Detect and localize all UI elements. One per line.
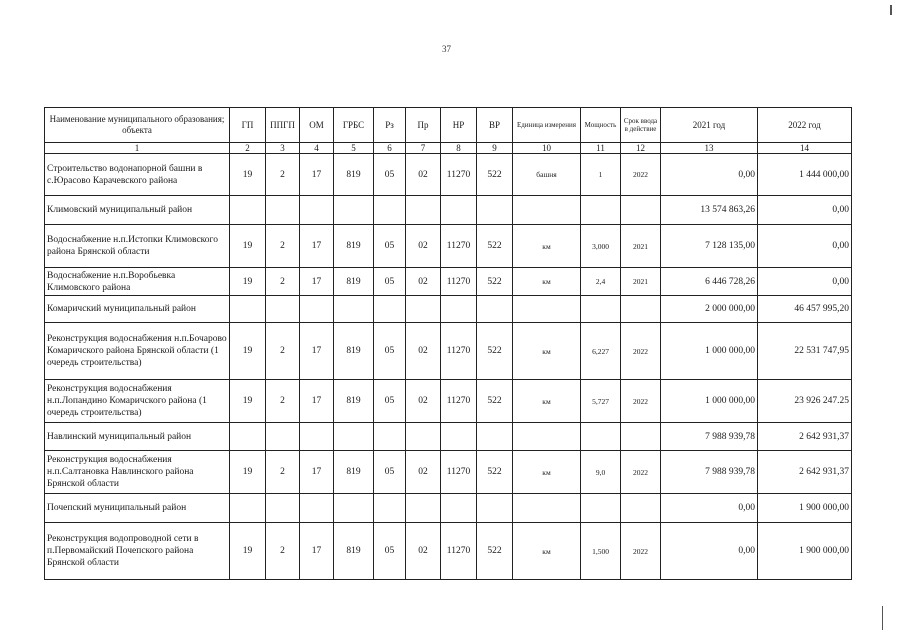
power-cell: 1	[581, 154, 621, 196]
empty-cell	[334, 423, 374, 451]
col-header-pr: Пр	[406, 108, 441, 143]
empty-cell	[230, 196, 266, 225]
om-cell: 17	[300, 154, 334, 196]
grbs-cell: 819	[334, 225, 374, 268]
om-cell: 17	[300, 451, 334, 494]
col-header-unit: Единица измерения	[513, 108, 581, 143]
column-number: 3	[266, 143, 300, 154]
power-cell: 9,0	[581, 451, 621, 494]
vr-cell: 522	[477, 451, 513, 494]
object-name: Водоснабжение н.п.Воробьевка Климовского района	[45, 268, 230, 296]
gp-cell: 19	[230, 323, 266, 380]
np-cell: 11270	[441, 268, 477, 296]
column-number: 8	[441, 143, 477, 154]
object-name: Реконструкция водоснабжения н.п.Лопандино Комаричского района (1 очередь строительства)	[45, 380, 230, 423]
empty-cell	[230, 423, 266, 451]
gp-cell: 19	[230, 225, 266, 268]
gp-cell: 19	[230, 268, 266, 296]
empty-cell	[300, 296, 334, 323]
empty-cell	[374, 423, 406, 451]
column-number: 6	[374, 143, 406, 154]
col-header-np: НР	[441, 108, 477, 143]
col-header-ppgp: ППГП	[266, 108, 300, 143]
col-header-power: Мощность	[581, 108, 621, 143]
table-row	[45, 523, 852, 580]
amount-2022: 1 900 000,00	[758, 494, 852, 523]
power-cell: 1,500	[581, 523, 621, 580]
col-header-om: ОМ	[300, 108, 334, 143]
empty-cell	[441, 494, 477, 523]
power-cell: 6,227	[581, 323, 621, 380]
district-row	[45, 494, 852, 523]
col-header-2021: 2021 год	[661, 108, 758, 143]
amount-2021: 1 000 000,00	[661, 380, 758, 423]
ppgp-cell: 2	[266, 380, 300, 423]
term-cell: 2022	[621, 323, 661, 380]
empty-cell	[334, 494, 374, 523]
empty-cell	[406, 296, 441, 323]
unit-cell: башня	[513, 154, 581, 196]
col-header-2022: 2022 год	[758, 108, 852, 143]
term-cell: 2022	[621, 380, 661, 423]
column-number: 9	[477, 143, 513, 154]
header-row	[45, 108, 852, 143]
empty-cell	[374, 296, 406, 323]
empty-cell	[513, 296, 581, 323]
district-name: Комаричский муниципальный район	[45, 296, 230, 323]
amount-2022: 2 642 931,37	[758, 451, 852, 494]
power-cell: 5,727	[581, 380, 621, 423]
grbs-cell: 819	[334, 268, 374, 296]
object-name: Водоснабжение н.п.Истопки Климовского района Брянской области	[45, 225, 230, 268]
empty-cell	[230, 494, 266, 523]
ppgp-cell: 2	[266, 154, 300, 196]
scan-artifact-bottom-right	[882, 606, 883, 630]
empty-cell	[477, 296, 513, 323]
column-number: 1	[45, 143, 230, 154]
empty-cell	[581, 494, 621, 523]
empty-cell	[477, 494, 513, 523]
amount-2021: 0,00	[661, 523, 758, 580]
vr-cell: 522	[477, 154, 513, 196]
term-cell: 2022	[621, 451, 661, 494]
unit-cell: км	[513, 268, 581, 296]
empty-cell	[300, 423, 334, 451]
scan-artifact-top-right	[890, 5, 892, 15]
table-row	[45, 451, 852, 494]
amount-2022: 0,00	[758, 225, 852, 268]
np-cell: 11270	[441, 154, 477, 196]
power-cell: 2,4	[581, 268, 621, 296]
np-cell: 11270	[441, 225, 477, 268]
amount-2022: 0,00	[758, 196, 852, 225]
grbs-cell: 819	[334, 154, 374, 196]
empty-cell	[406, 196, 441, 225]
empty-cell	[441, 296, 477, 323]
amount-2022: 1 444 000,00	[758, 154, 852, 196]
object-name: Реконструкция водоснабжения н.п.Бочарово Комаричского района Брянской области (1 очередь строительства)	[45, 323, 230, 380]
empty-cell	[266, 296, 300, 323]
vr-cell: 522	[477, 523, 513, 580]
district-name: Почепский муниципальный район	[45, 494, 230, 523]
amount-2021: 2 000 000,00	[661, 296, 758, 323]
om-cell: 17	[300, 268, 334, 296]
pr-cell: 02	[406, 523, 441, 580]
empty-cell	[581, 196, 621, 225]
ppgp-cell: 2	[266, 451, 300, 494]
col-header-rz: Рз	[374, 108, 406, 143]
object-name: Реконструкция водопроводной сети в п.Первомайский Почепского района Брянской области	[45, 523, 230, 580]
gp-cell: 19	[230, 380, 266, 423]
amount-2022: 46 457 995,20	[758, 296, 852, 323]
pr-cell: 02	[406, 451, 441, 494]
pr-cell: 02	[406, 154, 441, 196]
amount-2021: 7 988 939,78	[661, 423, 758, 451]
table-row	[45, 225, 852, 268]
pr-cell: 02	[406, 380, 441, 423]
empty-cell	[334, 296, 374, 323]
vr-cell: 522	[477, 225, 513, 268]
unit-cell: км	[513, 225, 581, 268]
amount-2021: 0,00	[661, 494, 758, 523]
empty-cell	[621, 423, 661, 451]
district-name: Климовский муниципальный район	[45, 196, 230, 225]
term-cell: 2021	[621, 268, 661, 296]
rz-cell: 05	[374, 380, 406, 423]
empty-cell	[230, 296, 266, 323]
amount-2021: 0,00	[661, 154, 758, 196]
table-row	[45, 380, 852, 423]
term-cell: 2021	[621, 225, 661, 268]
unit-cell: км	[513, 323, 581, 380]
empty-cell	[300, 494, 334, 523]
amount-2022: 0,00	[758, 268, 852, 296]
om-cell: 17	[300, 380, 334, 423]
empty-cell	[621, 296, 661, 323]
amount-2022: 1 900 000,00	[758, 523, 852, 580]
amount-2022: 22 531 747,95	[758, 323, 852, 380]
amount-2021: 7 988 939,78	[661, 451, 758, 494]
column-number: 5	[334, 143, 374, 154]
budget-table	[44, 107, 852, 580]
np-cell: 11270	[441, 323, 477, 380]
gp-cell: 19	[230, 523, 266, 580]
rz-cell: 05	[374, 154, 406, 196]
empty-cell	[513, 494, 581, 523]
grbs-cell: 819	[334, 523, 374, 580]
empty-cell	[334, 196, 374, 225]
col-header-vr: ВР	[477, 108, 513, 143]
ppgp-cell: 2	[266, 323, 300, 380]
empty-cell	[477, 196, 513, 225]
column-number: 12	[621, 143, 661, 154]
grbs-cell: 819	[334, 380, 374, 423]
amount-2021: 7 128 135,00	[661, 225, 758, 268]
table-row	[45, 268, 852, 296]
empty-cell	[621, 196, 661, 225]
empty-cell	[513, 423, 581, 451]
ppgp-cell: 2	[266, 268, 300, 296]
column-number: 2	[230, 143, 266, 154]
object-name: Строительство водонапорной башни в с.Юрасово Карачевского района	[45, 154, 230, 196]
empty-cell	[581, 423, 621, 451]
column-number: 11	[581, 143, 621, 154]
vr-cell: 522	[477, 380, 513, 423]
rz-cell: 05	[374, 451, 406, 494]
empty-cell	[266, 494, 300, 523]
power-cell: 3,000	[581, 225, 621, 268]
column-number: 7	[406, 143, 441, 154]
empty-cell	[300, 196, 334, 225]
pr-cell: 02	[406, 268, 441, 296]
amount-2021: 13 574 863,26	[661, 196, 758, 225]
vr-cell: 522	[477, 323, 513, 380]
empty-cell	[266, 423, 300, 451]
pr-cell: 02	[406, 225, 441, 268]
gp-cell: 19	[230, 451, 266, 494]
rz-cell: 05	[374, 268, 406, 296]
empty-cell	[374, 196, 406, 225]
gp-cell: 19	[230, 154, 266, 196]
unit-cell: км	[513, 451, 581, 494]
column-number: 4	[300, 143, 334, 154]
empty-cell	[441, 423, 477, 451]
empty-cell	[406, 494, 441, 523]
amount-2021: 1 000 000,00	[661, 323, 758, 380]
district-row	[45, 423, 852, 451]
np-cell: 11270	[441, 451, 477, 494]
table-row	[45, 154, 852, 196]
grbs-cell: 819	[334, 451, 374, 494]
district-row	[45, 196, 852, 225]
empty-cell	[441, 196, 477, 225]
amount-2021: 6 446 728,26	[661, 268, 758, 296]
empty-cell	[374, 494, 406, 523]
om-cell: 17	[300, 323, 334, 380]
table-row	[45, 323, 852, 380]
empty-cell	[266, 196, 300, 225]
unit-cell: км	[513, 380, 581, 423]
empty-cell	[621, 494, 661, 523]
term-cell: 2022	[621, 154, 661, 196]
col-header-gp: ГП	[230, 108, 266, 143]
grbs-cell: 819	[334, 323, 374, 380]
rz-cell: 05	[374, 523, 406, 580]
district-name: Навлинский муниципальный район	[45, 423, 230, 451]
om-cell: 17	[300, 523, 334, 580]
ppgp-cell: 2	[266, 225, 300, 268]
col-header-term: Срок ввода в действие	[621, 108, 661, 143]
np-cell: 11270	[441, 523, 477, 580]
np-cell: 11270	[441, 380, 477, 423]
om-cell: 17	[300, 225, 334, 268]
pr-cell: 02	[406, 323, 441, 380]
column-number: 14	[758, 143, 852, 154]
empty-cell	[581, 296, 621, 323]
ppgp-cell: 2	[266, 523, 300, 580]
vr-cell: 522	[477, 268, 513, 296]
district-row	[45, 296, 852, 323]
empty-cell	[406, 423, 441, 451]
column-number-row	[45, 143, 852, 154]
amount-2022: 23 926 247.25	[758, 380, 852, 423]
rz-cell: 05	[374, 323, 406, 380]
empty-cell	[477, 423, 513, 451]
object-name: Реконструкция водоснабжения н.п.Салтановка Навлинского района Брянской области	[45, 451, 230, 494]
amount-2022: 2 642 931,37	[758, 423, 852, 451]
empty-cell	[513, 196, 581, 225]
term-cell: 2022	[621, 523, 661, 580]
column-number: 13	[661, 143, 758, 154]
col-header-name: Наименование муниципального образования; объекта	[45, 108, 230, 143]
column-number: 10	[513, 143, 581, 154]
page-number: 37	[442, 44, 451, 54]
rz-cell: 05	[374, 225, 406, 268]
col-header-grbs: ГРБС	[334, 108, 374, 143]
unit-cell: км	[513, 523, 581, 580]
